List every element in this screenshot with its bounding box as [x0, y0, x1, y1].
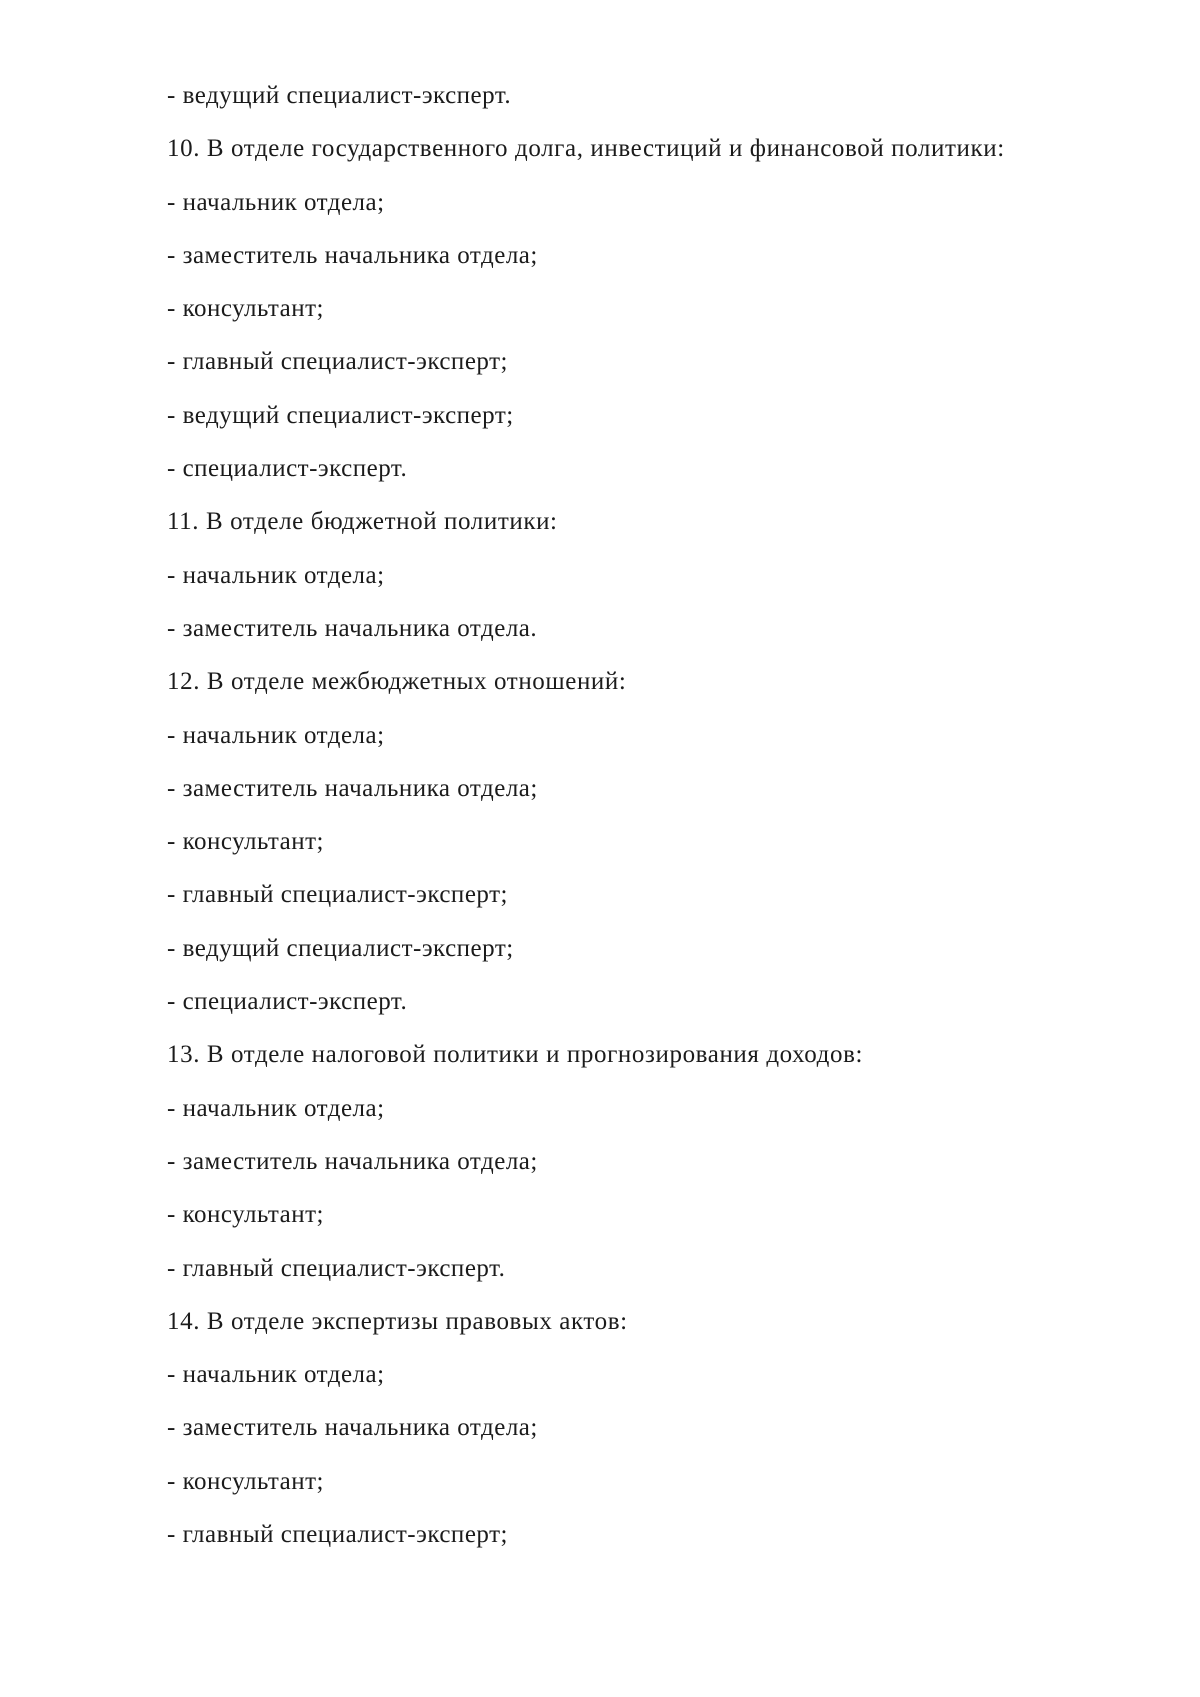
list-item: - заместитель начальника отдела; [167, 774, 538, 802]
list-item: - главный специалист-эксперт. [167, 1254, 506, 1282]
list-item: - начальник отдела; [167, 721, 385, 749]
list-item: - главный специалист-эксперт; [167, 1521, 508, 1549]
list-item: - заместитель начальника отдела; [167, 241, 538, 269]
list-item: - ведущий специалист-эксперт; [167, 934, 514, 962]
list-item: - консультант; [167, 828, 324, 856]
list-item: - ведущий специалист-эксперт. [167, 82, 512, 109]
list-item: - ведущий специалист-эксперт; [167, 401, 514, 429]
list-item: - специалист-эксперт. [167, 455, 408, 483]
document-text [167, 69, 1167, 1561]
list-item: - заместитель начальника отдела; [167, 1147, 538, 1175]
list-item: - заместитель начальника отдела. [167, 614, 538, 642]
list-item: - начальник отдела; [167, 1361, 385, 1389]
section-heading: 14. В отделе экспертизы правовых актов: [167, 1307, 628, 1335]
list-item: - начальник отдела; [167, 1094, 385, 1122]
list-item: - начальник отдела; [167, 188, 385, 216]
section-heading: 12. В отделе межбюджетных отношений: [167, 668, 627, 696]
list-item: - начальник отдела; [167, 561, 385, 589]
list-item: - главный специалист-эксперт; [167, 881, 508, 909]
section-heading: 10. В отделе государственного долга, инвестиций и финансовой политики: [167, 135, 1005, 163]
section-heading: 13. В отделе налоговой политики и прогнозирования доходов: [167, 1041, 864, 1069]
list-item: - специалист-эксперт. [167, 988, 408, 1016]
list-item: - консультант; [167, 295, 324, 323]
list-item: - консультант; [167, 1467, 324, 1495]
section-heading: 11. В отделе бюджетной политики: [167, 508, 558, 536]
list-item: - главный специалист-эксперт; [167, 348, 508, 376]
list-item: - консультант; [167, 1201, 324, 1229]
list-item: - заместитель начальника отдела; [167, 1414, 538, 1442]
